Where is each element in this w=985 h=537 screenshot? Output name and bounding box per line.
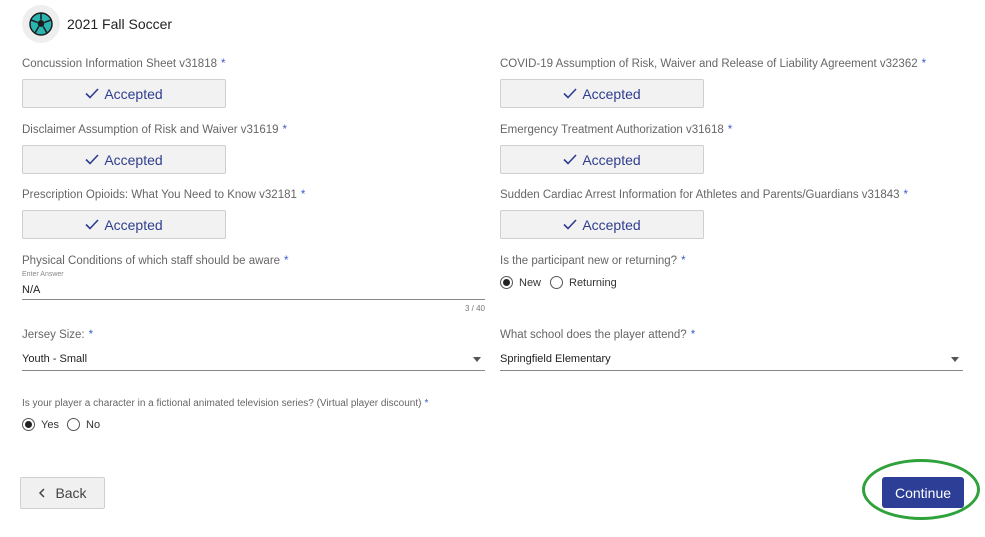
jersey-size-select[interactable]: Youth - Small (22, 351, 485, 371)
accepted-button-opioids[interactable]: Accepted (22, 210, 226, 239)
school-label: What school does the player attend? * (500, 329, 696, 341)
physical-conditions-input[interactable]: N/A (22, 284, 41, 296)
back-button[interactable]: Back (20, 477, 105, 509)
radio-button-icon[interactable] (550, 276, 563, 289)
select-underline (500, 370, 963, 371)
chevron-left-icon (38, 488, 46, 498)
accepted-button-disclaimer[interactable]: Accepted (22, 145, 226, 174)
chevron-down-icon (473, 357, 481, 362)
character-counter: 3 / 40 (464, 304, 485, 313)
accepted-button-emergency[interactable]: Accepted (500, 145, 704, 174)
physical-conditions-sublabel: Enter Answer (22, 271, 64, 278)
waiver-label-emergency: Emergency Treatment Authorization v31618 * (500, 124, 733, 136)
chevron-down-icon (951, 357, 959, 362)
accepted-button-concussion[interactable]: Accepted (22, 79, 226, 108)
physical-conditions-label: Physical Conditions of which staff should be aware * (22, 255, 289, 267)
radio-new[interactable]: New (500, 276, 541, 289)
program-logo (22, 5, 60, 43)
checkmark-icon (563, 219, 577, 230)
radio-no[interactable]: No (67, 418, 100, 431)
radio-button-icon[interactable] (500, 276, 513, 289)
physical-conditions-underline (22, 299, 485, 300)
waiver-label-opioids: Prescription Opioids: What You Need to Know v32181 * (22, 189, 306, 201)
checkmark-icon (85, 219, 99, 230)
waiver-label-cardiac: Sudden Cardiac Arrest Information for Athletes and Parents/Guardians v31843 * (500, 189, 909, 201)
waiver-label-covid: COVID-19 Assumption of Risk, Waiver and Release of Liability Agreement v32362 * (500, 58, 927, 70)
radio-button-icon[interactable] (22, 418, 35, 431)
accepted-button-covid[interactable]: Accepted (500, 79, 704, 108)
radio-button-icon[interactable] (67, 418, 80, 431)
virtual-discount-label: Is your player a character in a fictional animated television series? (Virtual player discount) * (22, 398, 429, 409)
checkmark-icon (563, 88, 577, 99)
radio-returning[interactable]: Returning (550, 276, 617, 289)
checkmark-icon (563, 154, 577, 165)
waiver-label-disclaimer: Disclaimer Assumption of Risk and Waiver v31619 * (22, 124, 287, 136)
checkmark-icon (85, 88, 99, 99)
select-underline (22, 370, 485, 371)
soccer-ball-icon (29, 12, 53, 36)
participant-status-label: Is the participant new or returning? * (500, 255, 686, 267)
waiver-label-concussion: Concussion Information Sheet v31818 * (22, 58, 226, 70)
program-title: 2021 Fall Soccer (67, 16, 173, 32)
school-select[interactable]: Springfield Elementary (500, 351, 963, 371)
radio-yes[interactable]: Yes (22, 418, 59, 431)
continue-button[interactable]: Continue (882, 477, 964, 508)
jersey-size-label: Jersey Size: * (22, 329, 94, 341)
checkmark-icon (85, 154, 99, 165)
accepted-button-cardiac[interactable]: Accepted (500, 210, 704, 239)
